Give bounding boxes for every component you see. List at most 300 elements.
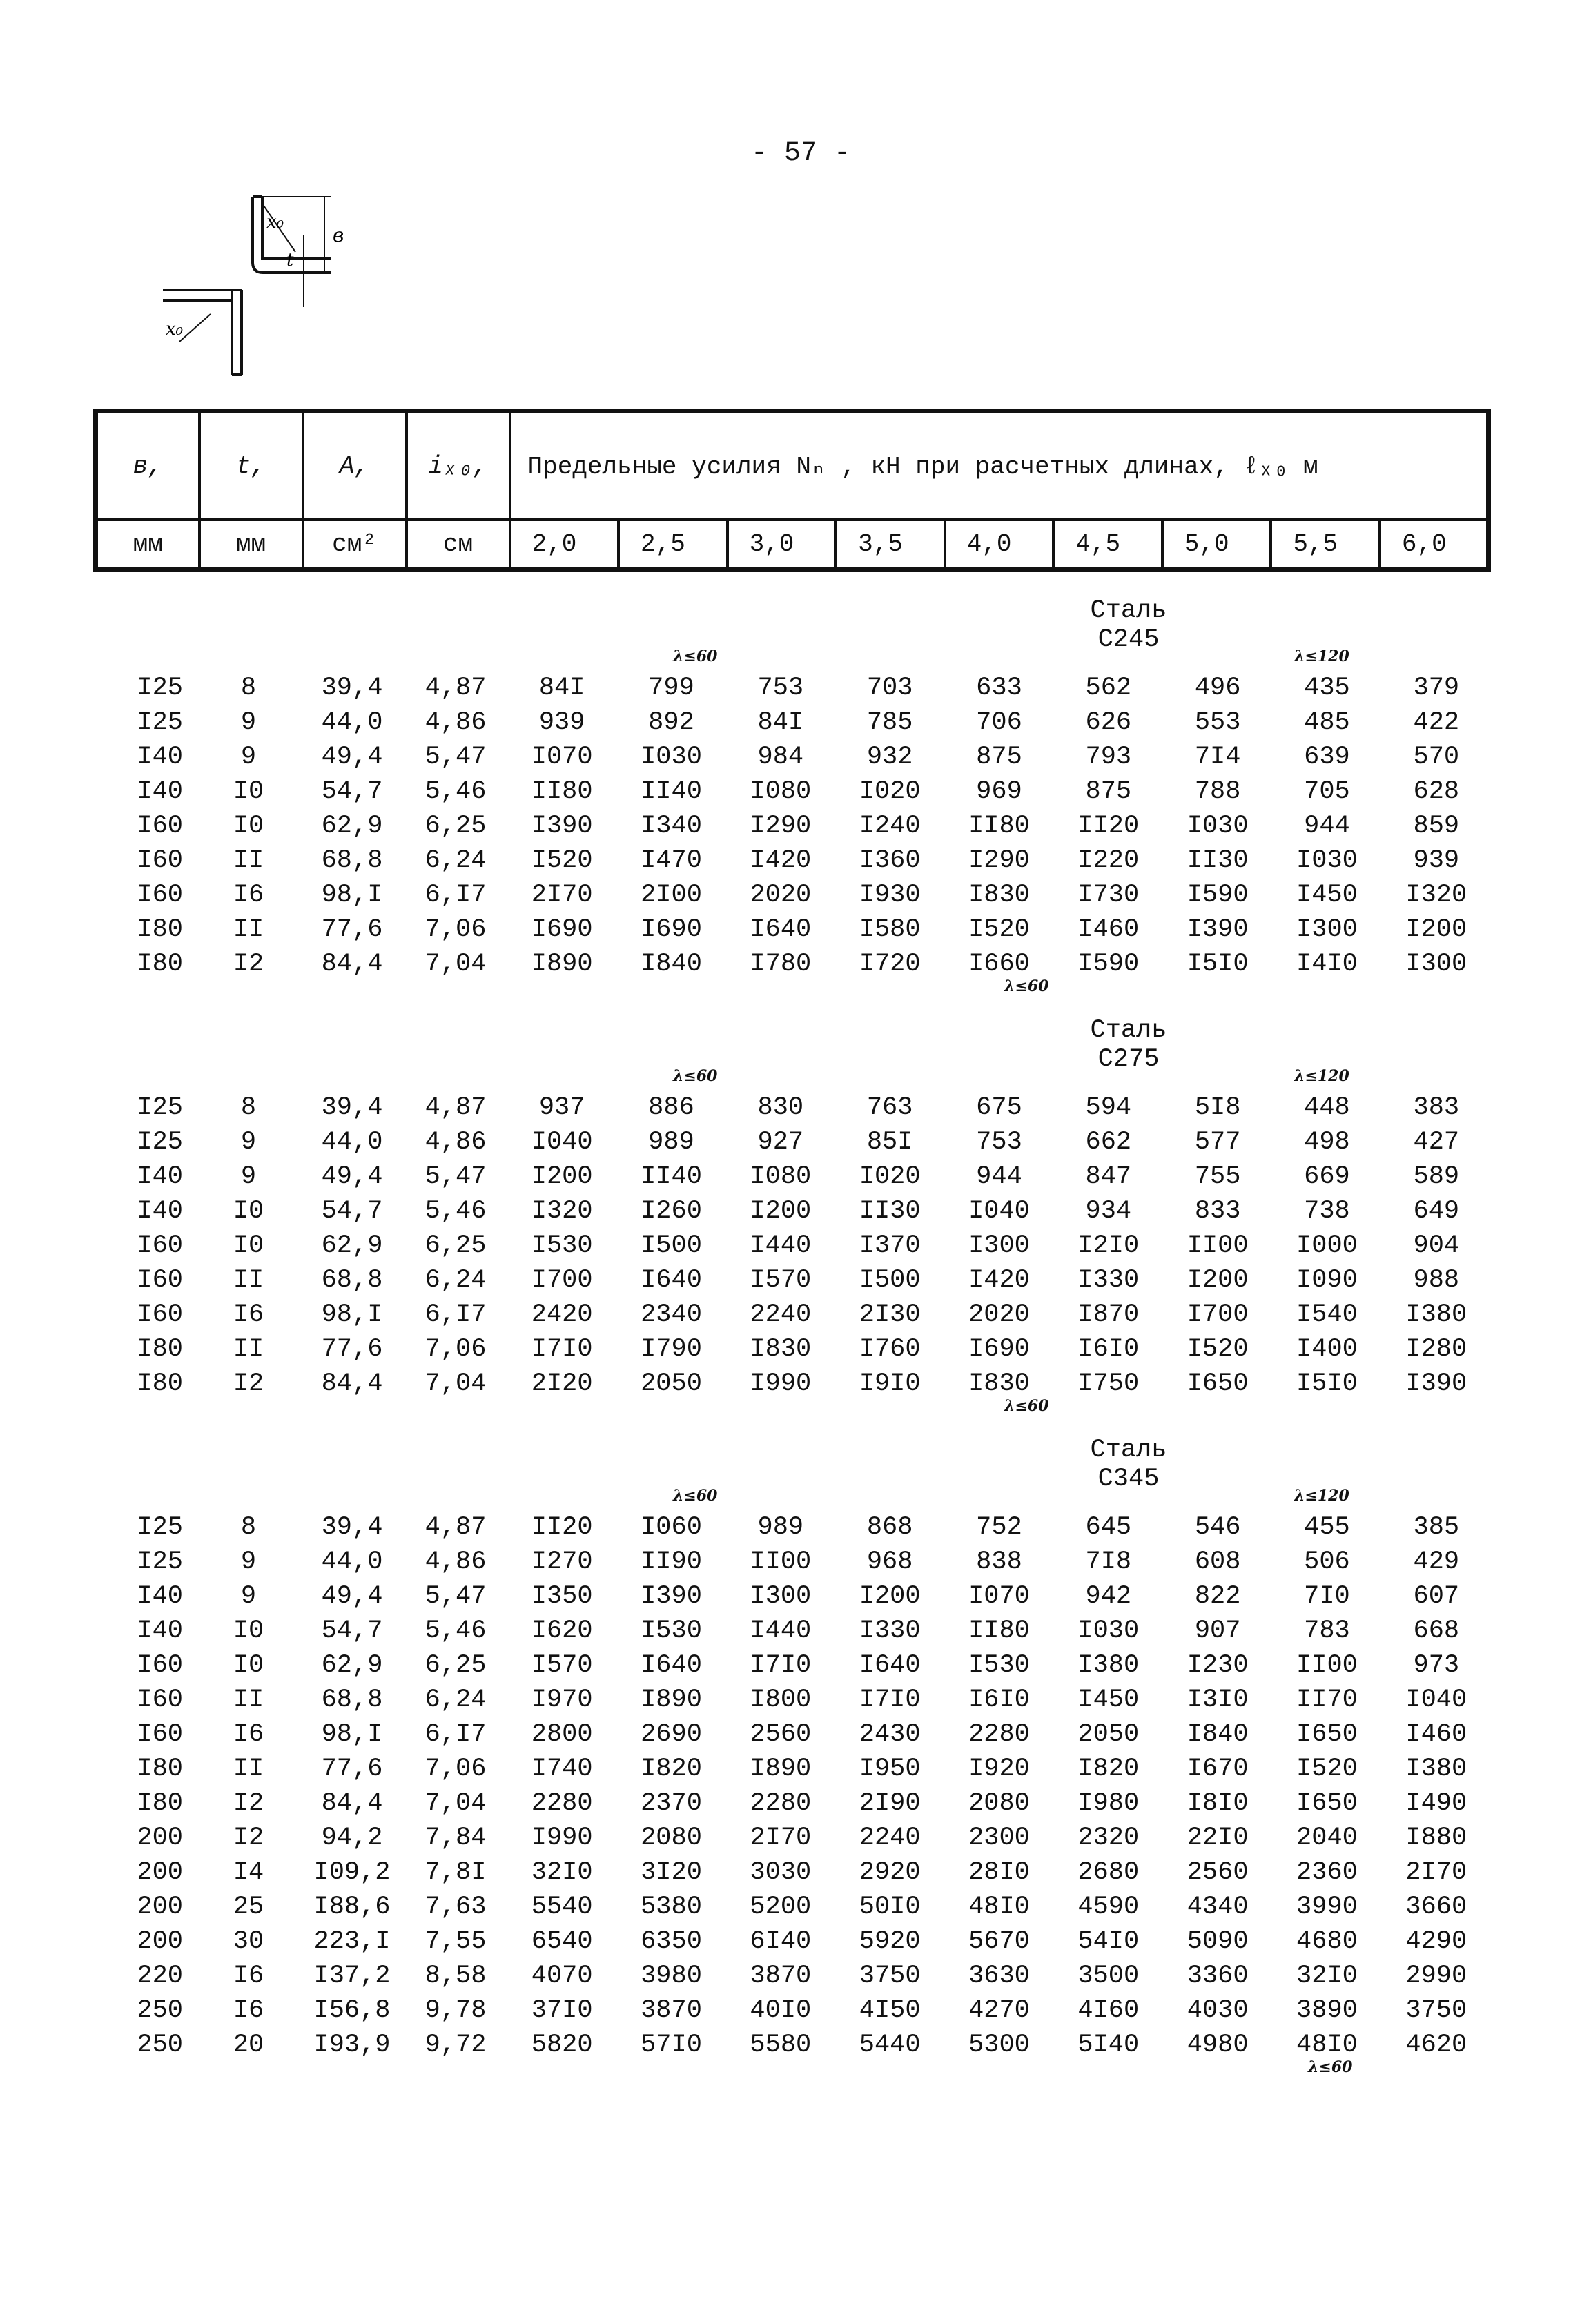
table-cell: 6,I7	[424, 881, 487, 910]
table-cell: I320	[1405, 881, 1467, 910]
table-cell: I040	[531, 1128, 593, 1157]
table-cell: 6,I7	[424, 1300, 487, 1329]
table-cell: 6,I7	[424, 1720, 487, 1749]
steel-grade-title: Сталь С245	[1090, 596, 1167, 654]
table-cell: 2240	[750, 1300, 812, 1329]
table-cell: I260	[641, 1197, 702, 1226]
table-cell: I040	[1405, 1686, 1467, 1715]
table-cell: I200	[859, 1582, 921, 1611]
section-data-table	[93, 1510, 1491, 2062]
table-cell: I890	[750, 1755, 812, 1784]
table-cell: 755	[1194, 1162, 1241, 1191]
table-cell: I080	[750, 777, 812, 806]
table-cell: 455	[1304, 1513, 1350, 1542]
table-cell: 40I0	[750, 1996, 812, 2025]
slenderness-note: λ≤120	[1294, 1067, 1349, 1085]
table-cell: 2050	[641, 1369, 702, 1398]
table-cell: 5820	[531, 2031, 593, 2060]
table-row	[93, 912, 1491, 947]
table-cell: 77,6	[321, 915, 383, 944]
table-cell: I7I0	[750, 1651, 812, 1680]
table-cell: I330	[859, 1617, 921, 1646]
table-cell: 3870	[641, 1996, 702, 2025]
table-cell: I40	[137, 1162, 183, 1191]
table-cell: 788	[1194, 777, 1241, 806]
table-cell: I7I0	[859, 1686, 921, 1715]
table-cell: 2I00	[641, 881, 702, 910]
table-cell: I640	[859, 1651, 921, 1680]
table-cell: 5090	[1187, 1927, 1249, 1956]
table-cell: 4270	[968, 1996, 1030, 2025]
table-cell: 54,7	[321, 1197, 383, 1226]
table-cell: II20	[1077, 812, 1140, 841]
header-b-unit: мм	[96, 520, 199, 569]
table-cell: 4,86	[424, 708, 487, 737]
table-cell: I840	[1187, 1720, 1249, 1749]
table-cell: I440	[750, 1617, 812, 1646]
table-cell: 20	[233, 2031, 264, 2060]
table-cell: I25	[137, 1547, 183, 1576]
steel-sections	[93, 596, 1491, 2076]
table-cell: 927	[757, 1128, 804, 1157]
table-cell: I590	[1187, 881, 1249, 910]
table-cell: I420	[968, 1266, 1030, 1295]
slenderness-note: λ≤60	[673, 1067, 718, 1085]
table-cell: 25	[233, 1893, 264, 1922]
table-cell: 2280	[968, 1720, 1030, 1749]
table-cell: II20	[531, 1513, 593, 1542]
table-cell: I580	[859, 915, 921, 944]
table-cell: 3980	[641, 1962, 702, 1991]
table-cell: 2020	[968, 1300, 1030, 1329]
table-cell: 3870	[750, 1962, 812, 1991]
table-cell: I400	[1296, 1335, 1358, 1364]
header-i-unit: см	[407, 520, 510, 569]
table-cell: I6	[233, 1300, 264, 1329]
header-b-symbol: в,	[96, 411, 199, 520]
table-cell: 385	[1413, 1513, 1460, 1542]
table-cell: 200	[137, 1927, 183, 1956]
table-cell: I2	[233, 1789, 264, 1818]
table-cell: II30	[1187, 846, 1249, 875]
table-cell: I890	[531, 950, 593, 979]
table-cell: 30	[233, 1927, 264, 1956]
table-cell: I200	[750, 1197, 812, 1226]
table-cell: 934	[1085, 1197, 1132, 1226]
header-a-unit: см²	[303, 520, 407, 569]
table-cell: 6,24	[424, 1686, 487, 1715]
table-cell: 9,72	[424, 2031, 487, 2060]
table-row	[93, 1752, 1491, 1786]
table-cell: 822	[1194, 1582, 1241, 1611]
table-cell: 4980	[1187, 2031, 1249, 2060]
table-cell: 5670	[968, 1927, 1030, 1956]
table-cell: 250	[137, 2031, 183, 2060]
table-cell: 2050	[1077, 1720, 1140, 1749]
table-cell: I37,2	[313, 1962, 391, 1991]
table-row	[93, 740, 1491, 774]
table-cell: I500	[641, 1231, 702, 1260]
table-cell: 594	[1085, 1093, 1132, 1122]
table-cell: 8	[240, 674, 257, 703]
table-cell: I590	[1077, 950, 1140, 979]
table-row	[93, 1263, 1491, 1298]
table-cell: I690	[968, 1335, 1030, 1364]
table-cell: II	[233, 1755, 264, 1784]
table-cell: 49,4	[321, 743, 383, 772]
table-cell: 2I70	[1405, 1858, 1467, 1887]
table-cell: II00	[750, 1547, 812, 1576]
table-cell: 9	[240, 1547, 257, 1576]
table-cell: I970	[531, 1686, 593, 1715]
table-cell: 944	[1304, 812, 1350, 841]
table-cell: I25	[137, 1093, 183, 1122]
table-cell: 8,58	[424, 1962, 487, 1991]
table-cell: I030	[1187, 812, 1249, 841]
table-cell: 669	[1304, 1162, 1350, 1191]
table-cell: 4,87	[424, 1093, 487, 1122]
table-cell: 4680	[1296, 1927, 1358, 1956]
table-cell: II80	[968, 812, 1030, 841]
table-cell: 932	[866, 743, 913, 772]
table-cell: I390	[1405, 1369, 1467, 1398]
table-cell: 49,4	[321, 1582, 383, 1611]
table-cell: 608	[1194, 1547, 1241, 1576]
table-cell: I9I0	[859, 1369, 921, 1398]
section-footnote-row	[93, 1397, 1491, 1415]
table-cell: I280	[1405, 1335, 1467, 1364]
table-cell: 3890	[1296, 1996, 1358, 2025]
table-cell: 250	[137, 1996, 183, 2025]
table-cell: I3I0	[1187, 1686, 1249, 1715]
angle-section-figure	[138, 176, 387, 387]
table-cell: I650	[1296, 1789, 1358, 1818]
slenderness-note: λ≤60	[1004, 1397, 1049, 1415]
table-cell: 2300	[968, 1824, 1030, 1853]
table-cell: 2I20	[531, 1369, 593, 1398]
table-cell: 649	[1413, 1197, 1460, 1226]
capacity-table	[93, 409, 1491, 2076]
table-cell: 6I40	[750, 1927, 812, 1956]
table-cell: I40	[137, 1617, 183, 1646]
slenderness-notes	[93, 647, 1491, 671]
table-cell: 5I8	[1194, 1093, 1241, 1122]
table-cell: I2	[233, 1824, 264, 1853]
table-row	[93, 1821, 1491, 1855]
table-cell: I990	[750, 1369, 812, 1398]
table-cell: I5I0	[1296, 1369, 1358, 1398]
table-cell: II	[233, 1335, 264, 1364]
table-cell: I380	[1077, 1651, 1140, 1680]
table-cell: 645	[1085, 1513, 1132, 1542]
table-cell: 5,47	[424, 1162, 487, 1191]
table-cell: I540	[1296, 1300, 1358, 1329]
table-cell: I60	[137, 1720, 183, 1749]
length-4-5: 4,5	[1053, 520, 1162, 569]
table-cell: 200	[137, 1893, 183, 1922]
table-cell: 429	[1413, 1547, 1460, 1576]
table-cell: 77,6	[321, 1755, 383, 1784]
table-cell: 607	[1413, 1582, 1460, 1611]
table-cell: I030	[1077, 1617, 1140, 1646]
table-cell: I570	[531, 1651, 593, 1680]
table-cell: 7,8I	[424, 1858, 487, 1887]
table-cell: 77,6	[321, 1335, 383, 1364]
table-cell: II40	[641, 1162, 702, 1191]
table-cell: I990	[531, 1824, 593, 1853]
table-cell: 485	[1304, 708, 1350, 737]
table-cell: 50I0	[859, 1893, 921, 1922]
table-cell: 84I	[757, 708, 804, 737]
table-cell: I0	[233, 1231, 264, 1260]
table-cell: I300	[1405, 950, 1467, 979]
slenderness-note: λ≤60	[1308, 2058, 1353, 2076]
table-cell: 9	[240, 1128, 257, 1157]
table-cell: 8	[240, 1093, 257, 1122]
table-cell: 3500	[1077, 1962, 1140, 1991]
table-cell: II70	[1296, 1686, 1358, 1715]
table-cell: 5,46	[424, 1197, 487, 1226]
table-cell: 5300	[968, 2031, 1030, 2060]
table-cell: I290	[750, 812, 812, 841]
table-cell: 628	[1413, 777, 1460, 806]
table-cell: 3750	[1405, 1996, 1467, 2025]
figure-label-t: t	[286, 250, 294, 271]
table-cell: I60	[137, 1300, 183, 1329]
table-cell: 785	[866, 708, 913, 737]
table-row	[93, 1194, 1491, 1229]
table-cell: I920	[968, 1755, 1030, 1784]
table-row	[93, 843, 1491, 878]
table-cell: 2430	[859, 1720, 921, 1749]
table-cell: I700	[1187, 1300, 1249, 1329]
table-cell: I330	[1077, 1266, 1140, 1295]
header-title: Предельные усилия Nₙ , кН при расчетных длинах, ℓₓ₀ м	[510, 411, 1489, 520]
table-cell: I820	[1077, 1755, 1140, 1784]
table-cell: 703	[866, 674, 913, 703]
table-cell: I380	[1405, 1755, 1467, 1784]
table-cell: I80	[137, 950, 183, 979]
table-cell: 968	[866, 1547, 913, 1576]
table-cell: I4I0	[1296, 950, 1358, 979]
table-cell: I390	[641, 1582, 702, 1611]
table-cell: I520	[968, 915, 1030, 944]
table-cell: 62,9	[321, 1651, 383, 1680]
table-cell: II30	[859, 1197, 921, 1226]
table-cell: 5,46	[424, 1617, 487, 1646]
table-cell: 2560	[1187, 1858, 1249, 1887]
table-cell: 98,I	[321, 1720, 383, 1749]
table-cell: I370	[859, 1231, 921, 1260]
table-cell: 54,7	[321, 777, 383, 806]
table-cell: 68,8	[321, 1266, 383, 1295]
table-cell: 639	[1304, 743, 1350, 772]
table-row	[93, 1959, 1491, 1993]
header-t-unit: мм	[199, 520, 303, 569]
slenderness-note: λ≤60	[673, 1487, 718, 1505]
table-cell: II80	[531, 777, 593, 806]
table-cell: 9	[240, 1162, 257, 1191]
table-cell: I0	[233, 1651, 264, 1680]
table-cell: 4I60	[1077, 1996, 1140, 2025]
figure-label-b: в	[333, 224, 344, 246]
table-row	[93, 1545, 1491, 1579]
table-cell: 2I90	[859, 1789, 921, 1818]
table-cell: 793	[1085, 743, 1132, 772]
table-cell: 4070	[531, 1962, 593, 1991]
slenderness-note: λ≤120	[1294, 647, 1349, 665]
table-cell: I890	[641, 1686, 702, 1715]
table-cell: 48I0	[1296, 2031, 1358, 2060]
table-cell: 2920	[859, 1858, 921, 1887]
table-cell: 6,25	[424, 1231, 487, 1260]
table-cell: 44,0	[321, 1547, 383, 1576]
table-cell: I570	[750, 1266, 812, 1295]
table-cell: 94,2	[321, 1824, 383, 1853]
table-cell: I2	[233, 1369, 264, 1398]
table-row	[93, 1367, 1491, 1401]
table-cell: 892	[648, 708, 694, 737]
table-cell: I7I0	[531, 1335, 593, 1364]
table-row	[93, 1579, 1491, 1614]
table-cell: 668	[1413, 1617, 1460, 1646]
table-cell: 44,0	[321, 1128, 383, 1157]
table-cell: I640	[750, 915, 812, 944]
table-cell: I520	[531, 846, 593, 875]
table-cell: 6540	[531, 1927, 593, 1956]
table-row	[93, 1229, 1491, 1263]
table-cell: I070	[968, 1582, 1030, 1611]
table-row	[93, 1648, 1491, 1683]
table-row	[93, 705, 1491, 740]
table-cell: I0	[233, 1617, 264, 1646]
table-cell: I60	[137, 1231, 183, 1260]
table-cell: 7,06	[424, 915, 487, 944]
table-cell: II	[233, 915, 264, 944]
table-cell: I220	[1077, 846, 1140, 875]
table-cell: I8I0	[1187, 1789, 1249, 1818]
table-cell: 2420	[531, 1300, 593, 1329]
table-cell: I020	[859, 1162, 921, 1191]
table-cell: 5I40	[1077, 2031, 1140, 2060]
table-cell: I700	[531, 1266, 593, 1295]
table-cell: I380	[1405, 1300, 1467, 1329]
header-t-symbol: t,	[199, 411, 303, 520]
table-cell: 85I	[866, 1128, 913, 1157]
table-cell: 379	[1413, 674, 1460, 703]
table-cell: 3030	[750, 1858, 812, 1887]
table-cell: 39,4	[321, 1513, 383, 1542]
table-cell: 422	[1413, 708, 1460, 737]
table-row	[93, 774, 1491, 809]
table-cell: 633	[976, 674, 1022, 703]
table-cell: I320	[531, 1197, 593, 1226]
table-cell: I0	[233, 777, 264, 806]
table-cell: 753	[976, 1128, 1022, 1157]
table-cell: 3360	[1187, 1962, 1249, 1991]
table-cell: 427	[1413, 1128, 1460, 1157]
table-cell: 753	[757, 674, 804, 703]
table-cell: 939	[538, 708, 585, 737]
table-cell: I200	[1187, 1266, 1249, 1295]
table-cell: I000	[1296, 1231, 1358, 1260]
table-cell: 763	[866, 1093, 913, 1122]
table-cell: 84,4	[321, 1789, 383, 1818]
length-6-0: 6,0	[1380, 520, 1489, 569]
table-cell: 7,04	[424, 950, 487, 979]
table-cell: I40	[137, 1582, 183, 1611]
table-cell: 2990	[1405, 1962, 1467, 1991]
table-cell: 2560	[750, 1720, 812, 1749]
table-cell: I490	[1405, 1789, 1467, 1818]
table-cell: 988	[1413, 1266, 1460, 1295]
table-cell: 9	[240, 743, 257, 772]
table-cell: I760	[859, 1335, 921, 1364]
table-cell: 200	[137, 1824, 183, 1853]
table-cell: I740	[531, 1755, 593, 1784]
table-cell: 6,25	[424, 1651, 487, 1680]
table-cell: 6350	[641, 1927, 702, 1956]
table-row	[93, 1924, 1491, 1959]
table-cell: 886	[648, 1093, 694, 1122]
steel-section	[93, 1436, 1491, 2076]
table-cell: II80	[968, 1617, 1030, 1646]
table-cell: 54I0	[1077, 1927, 1140, 1956]
table-cell: I25	[137, 1128, 183, 1157]
table-cell: 2080	[968, 1789, 1030, 1818]
table-cell: I470	[641, 846, 702, 875]
length-3-0: 3,0	[728, 520, 837, 569]
table-cell: 589	[1413, 1162, 1460, 1191]
table-cell: I2I0	[1077, 1231, 1140, 1260]
table-cell: I090	[1296, 1266, 1358, 1295]
table-cell: 2I70	[531, 881, 593, 910]
table-cell: 562	[1085, 674, 1132, 703]
table-cell: 5920	[859, 1927, 921, 1956]
table-cell: I09,2	[313, 1858, 391, 1887]
table-cell: 448	[1304, 1093, 1350, 1122]
table-cell: 7,04	[424, 1789, 487, 1818]
table-cell: I830	[968, 881, 1030, 910]
length-4-0: 4,0	[945, 520, 1054, 569]
table-cell: I300	[1296, 915, 1358, 944]
table-cell: 3990	[1296, 1893, 1358, 1922]
table-cell: I620	[531, 1617, 593, 1646]
header-i-symbol: iₓ₀,	[407, 411, 510, 520]
table-cell: I420	[750, 846, 812, 875]
table-cell: I830	[968, 1369, 1030, 1398]
table-cell: 7,63	[424, 1893, 487, 1922]
table-cell: 984	[757, 743, 804, 772]
table-row	[93, 1890, 1491, 1924]
table-cell: 498	[1304, 1128, 1350, 1157]
table-row	[93, 1125, 1491, 1160]
table-cell: 5,47	[424, 1582, 487, 1611]
table-cell: 5,46	[424, 777, 487, 806]
table-cell: II00	[1296, 1651, 1358, 1680]
table-cell: 4,86	[424, 1128, 487, 1157]
table-cell: 4,87	[424, 1513, 487, 1542]
table-cell: 39,4	[321, 674, 383, 703]
table-cell: I040	[968, 1197, 1030, 1226]
table-cell: 4340	[1187, 1893, 1249, 1922]
table-cell: I200	[1405, 915, 1467, 944]
table-row	[93, 947, 1491, 982]
table-cell: 2800	[531, 1720, 593, 1749]
table-cell: I650	[1187, 1369, 1249, 1398]
table-cell: I6I0	[1077, 1335, 1140, 1364]
table-cell: I6	[233, 1962, 264, 1991]
